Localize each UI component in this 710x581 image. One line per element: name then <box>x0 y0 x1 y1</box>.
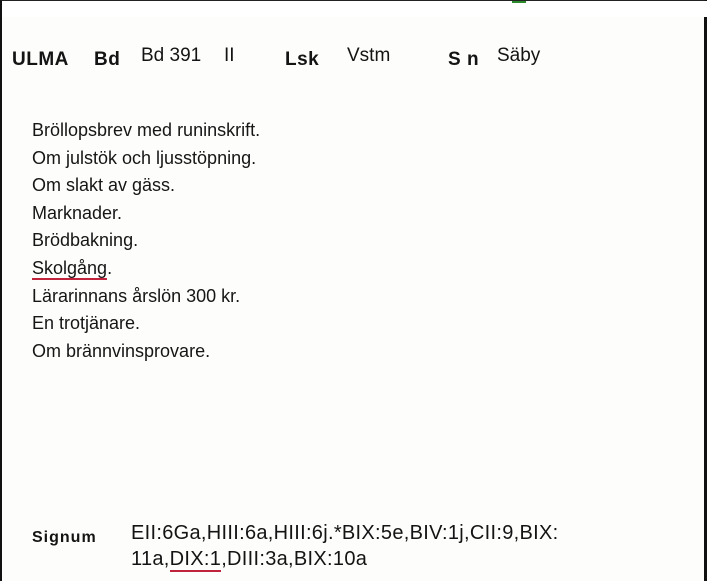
lsk-value: Vstm <box>347 45 391 66</box>
bd-part: II <box>224 45 235 66</box>
topic-line-underlined <box>32 255 632 283</box>
card-header <box>10 43 690 73</box>
underlined-topic: Skolgång <box>32 257 108 278</box>
signum-codes-part: 11a, <box>131 548 170 570</box>
topic-line: Bröllopsbrev med runinskrift. <box>32 120 261 140</box>
sn-label: S n <box>448 49 480 70</box>
signum-line-1: EII:6Ga,HIII:6a,HIII:6j.*BIX:5e,BIV:1j,CII:9,BIX: <box>131 522 559 544</box>
topic-punctuation: . <box>107 257 113 278</box>
topic-line: Brödbakning. <box>32 230 139 251</box>
topic-list <box>32 117 632 365</box>
top-margin <box>2 1 709 17</box>
topic-line: Om brännvinsprovare. <box>32 340 211 361</box>
bd-value: Bd 391 <box>141 45 202 66</box>
bd-label: Bd <box>94 49 121 70</box>
signum-codes-part: ,DIII:3a,BIX:10a <box>221 548 368 570</box>
lsk-label: Lsk <box>285 49 320 70</box>
signum-label: Signum <box>32 529 97 546</box>
topic-line: Marknader. <box>32 202 123 223</box>
sn-value: Säby <box>497 45 541 66</box>
archive-code: ULMA <box>12 49 69 70</box>
topic-line: En trotjänare. <box>32 313 141 334</box>
underlined-signum-code: DIX:1 <box>169 548 222 570</box>
topic-line: Om julstök och ljusstöpning. <box>32 147 257 168</box>
color-mark <box>512 1 526 3</box>
signum-line-2 <box>131 546 701 572</box>
topic-line: Lärarinnans årslön 300 kr. <box>32 285 241 306</box>
topic-line: Om slakt av gäss. <box>32 175 176 196</box>
signum-codes <box>131 520 701 572</box>
